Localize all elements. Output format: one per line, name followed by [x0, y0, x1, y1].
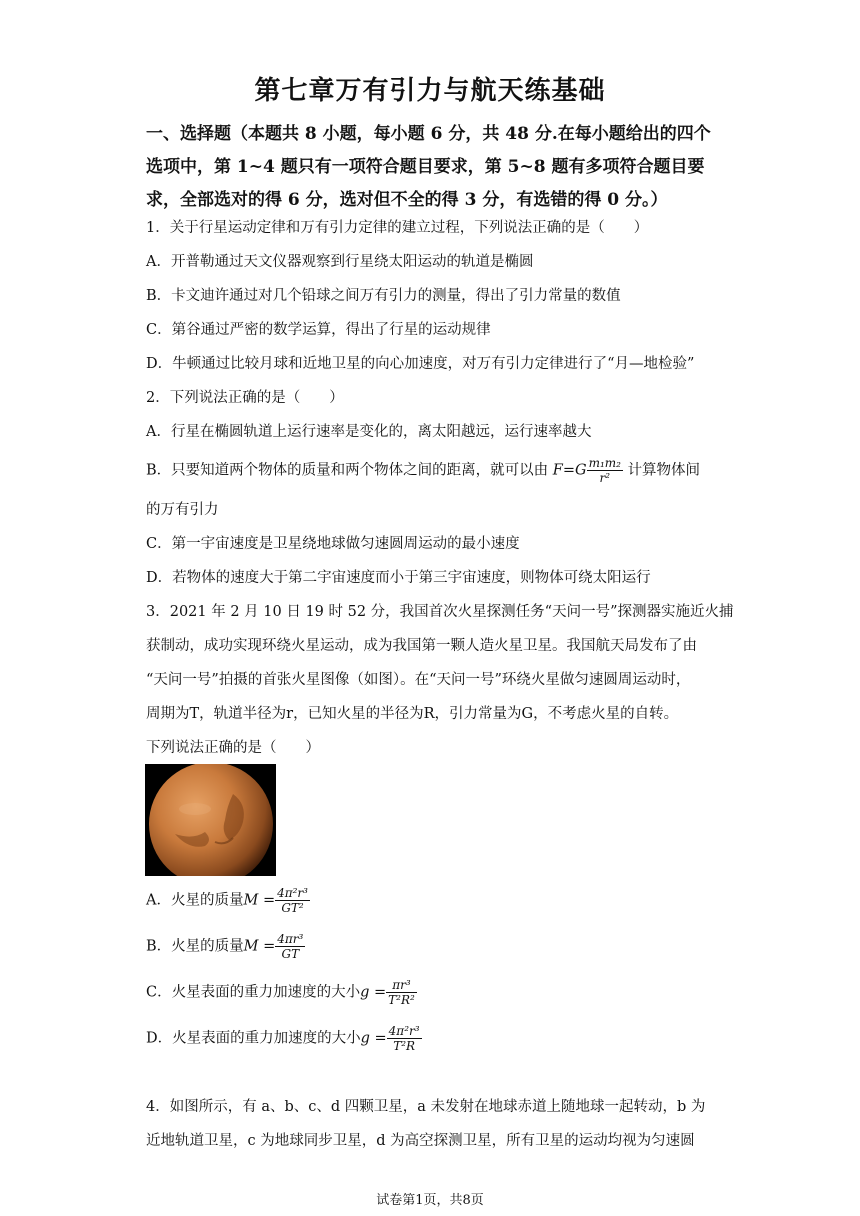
q3-option-c-lhs: g = [360, 984, 387, 1001]
formula-denominator: T²R [393, 1039, 416, 1053]
q3-option-a-lhs: M = [243, 892, 276, 909]
formula-denominator: r² [599, 471, 611, 485]
mars-planet-illustration [145, 764, 276, 876]
q3-option-d-text: D．火星表面的重力加速度的大小 [146, 1030, 361, 1047]
q3-option-c-text: C．火星表面的重力加速度的大小 [146, 984, 361, 1001]
section-heading: 一、选择题（本题共 8 小题，每小题 6 分，共 48 分.在每小题给出的四个选项中，第 1~4 题只有一项符合题目要求，第 5~8 题有多项符合题目要求，全部选对的得 6 分，选对但不全的得 3 分，有选错的得 0 分。） [146, 124, 711, 210]
q1-option-d: D．牛顿通过比较月球和近地卫星的向心加速度，对万有引力定律进行了“月—地检验” [146, 356, 695, 372]
q2-option-b-cont: 的万有引力 [146, 502, 219, 518]
q1-option-c: C．第谷通过严密的数学运算，得出了行星的运动规律 [146, 322, 491, 338]
q1-stem: 1．关于行星运动定律和万有引力定律的建立过程，下列说法正确的是（ ） [146, 220, 649, 236]
q1-option-a: A．开普勒通过天文仪器观察到行星绕太阳运动的轨道是椭圆 [146, 254, 534, 270]
q2-option-c: C．第一宇宙速度是卫星绕地球做匀速圆周运动的最小速度 [146, 536, 520, 552]
q2-option-d: D．若物体的速度大于第二宇宙速度而小于第三宇宙速度，则物体可绕太阳运行 [146, 570, 651, 586]
q3-line-5: 下列说法正确的是（ ） [146, 740, 320, 756]
q3-option-d-lhs: g = [360, 1030, 387, 1047]
gravitation-formula-lhs: F=G [552, 462, 587, 479]
q3-option-a-fraction [275, 886, 310, 915]
q3-line-4: 周期为T，轨道半径为r，已知火星的半径为R，引力常量为G，不考虑火星的自转。 [146, 706, 679, 722]
mars-image [145, 764, 276, 876]
q2-stem: 2．下列说法正确的是（ ） [146, 390, 344, 406]
formula-numerator: 4π²r³ [388, 1024, 420, 1038]
q3-option-b-lhs: M = [243, 938, 276, 955]
formula-denominator: GT [281, 947, 300, 961]
page-title: 第七章万有引力与航天练基础 [254, 76, 606, 106]
q3-option-a [146, 886, 310, 915]
q3-option-d-fraction [387, 1024, 422, 1053]
q3-option-c [146, 978, 417, 1007]
q2-option-b [146, 456, 700, 485]
q4-line-2: 近地轨道卫星，c 为地球同步卫星，d 为高空探测卫星，所有卫星的运动均视为匀速圆 [146, 1133, 695, 1149]
q4-line-1: 4．如图所示，有 a、b、c、d 四颗卫星，a 未发射在地球赤道上随地球一起转动，b 为 [146, 1099, 706, 1115]
q2-option-b-post: 计算物体间 [627, 462, 701, 479]
q2-option-a: A．行星在椭圆轨道上运行速率是变化的，离太阳越远，运行速率越大 [146, 424, 592, 440]
q1-option-b: B．卡文迪许通过对几个铅球之间万有引力的测量，得出了引力常量的数值 [146, 288, 621, 304]
formula-numerator: πr³ [386, 978, 417, 993]
q3-option-a-text: A．火星的质量 [146, 892, 244, 909]
formula-numerator: 4πr³ [277, 932, 304, 946]
page-footer: 试卷第1页，共8页 [376, 1193, 484, 1208]
q3-line-3: “天问一号”拍摄的首张火星图像（如图）。在“天问一号”环绕火星做匀速圆周运动时， [146, 672, 691, 688]
q2-option-b-pre: B．只要知道两个物体的质量和两个物体之间的距离，就可以由 [146, 462, 549, 479]
formula-denominator: T²R² [388, 993, 415, 1007]
q3-option-c-fraction [386, 978, 417, 1007]
q3-option-d [146, 1024, 422, 1053]
formula-numerator: 4π²r³ [277, 886, 308, 900]
q3-option-b [146, 932, 305, 961]
formula-numerator: m₁m₂ [588, 456, 621, 470]
formula-denominator: GT² [281, 901, 304, 915]
gravitation-formula-fraction [587, 456, 623, 485]
q3-option-b-fraction [275, 932, 305, 961]
q3-option-b-text: B．火星的质量 [146, 938, 244, 955]
q3-line-1: 3．2021 年 2 月 10 日 19 时 52 分，我国首次火星探测任务“天问一号”探测器实施近火捕 [146, 604, 734, 620]
q3-line-2: 获制动，成功实现环绕火星运动，成为我国第一颗人造火星卫星。我国航天局发布了由 [146, 638, 697, 654]
